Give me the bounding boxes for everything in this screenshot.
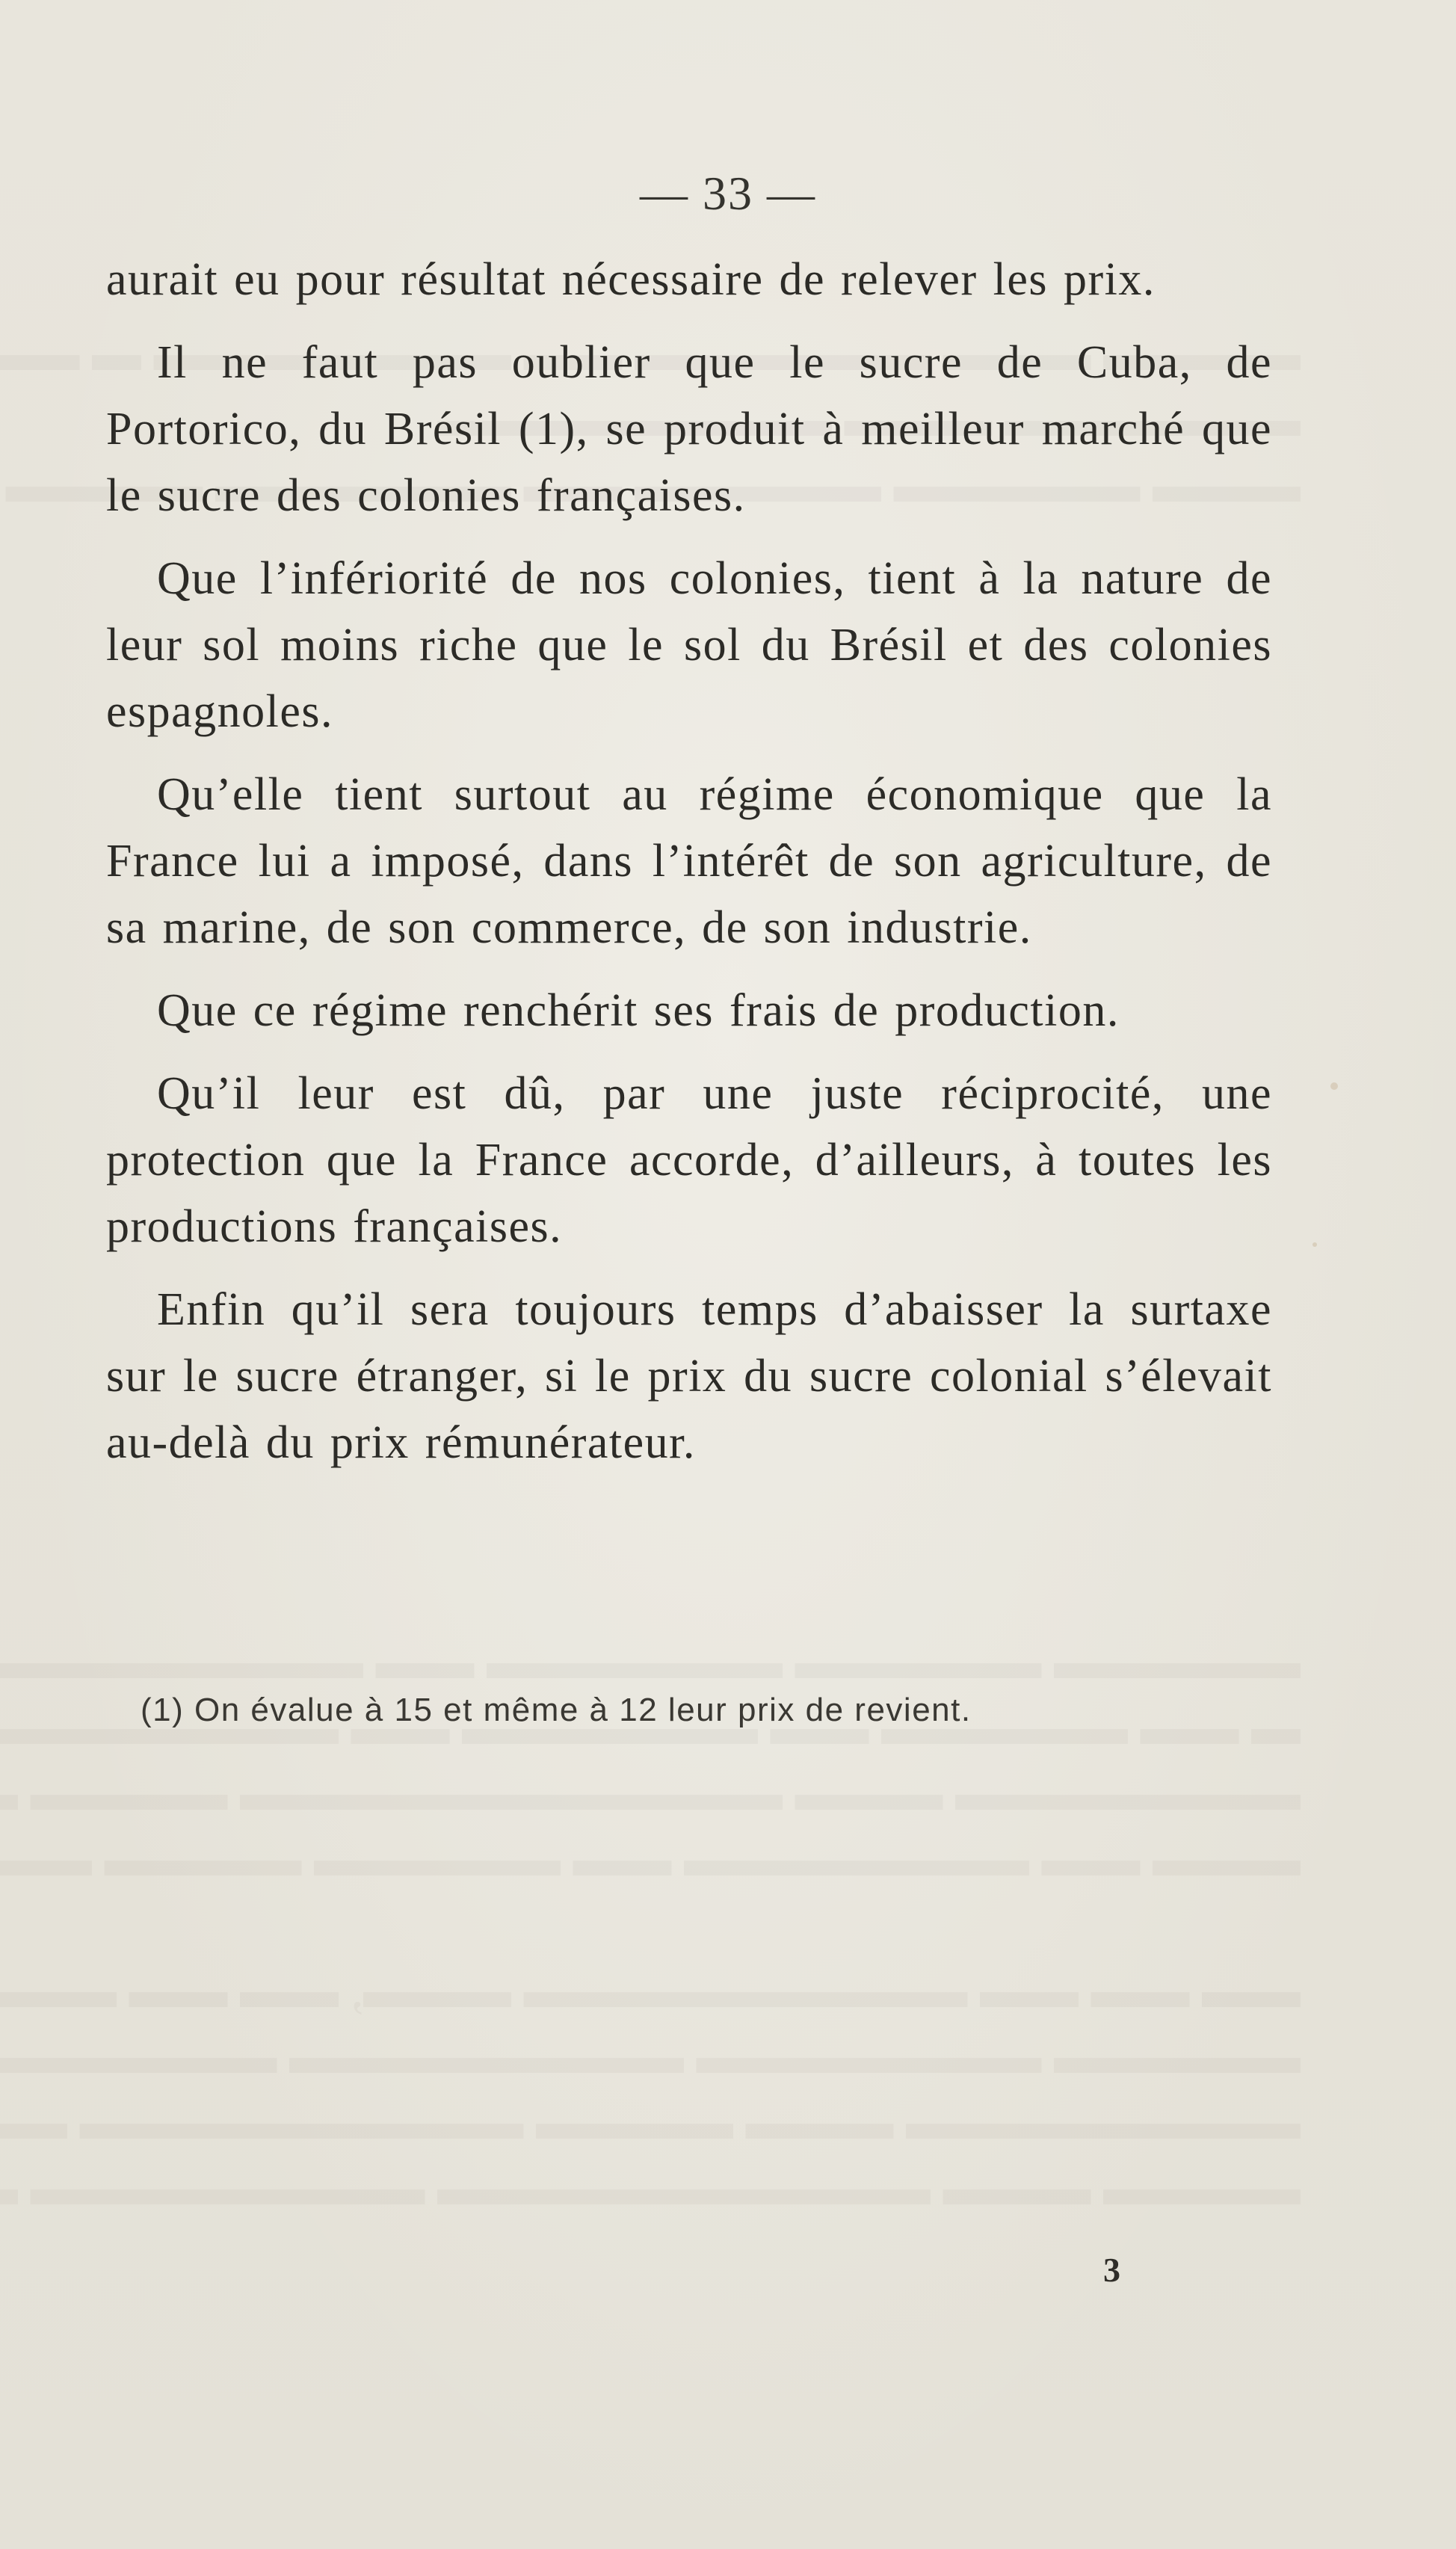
paragraph: Qu’elle tient surtout au régime économique que la France lui a imposé, dans l’intérêt de son agriculture, de sa marine, de son commerce, de son industrie.: [106, 769, 1272, 953]
body-text: [106, 247, 1272, 1493]
footnote: (1) On évalue à 15 et même à 12 leur prix de revient.: [141, 1692, 972, 1728]
paragraph-continuation: aurait eu pour résultat nécessaire de relever les prix.: [106, 254, 1156, 305]
paper-speck: [1312, 1242, 1317, 1247]
paragraph: Que l’infériorité de nos colonies, tient à la nature de leur sol moins riche que le sol du Brésil et des colonies espagnoles.: [106, 553, 1272, 737]
paragraph: Il ne faut pas oublier que le sucre de Cuba, de Portorico, du Brésil (1), se produit à meilleur marché que le sucre des colonies françaises.: [106, 337, 1272, 521]
signature-mark: 3: [1103, 2251, 1120, 2289]
page-number: — 33 —: [640, 167, 816, 220]
paragraph: Qu’il leur est dû, par une juste réciprocité, une protection que la France accorde, d’ailleurs, à toutes les productions françaises.: [106, 1068, 1272, 1252]
paragraph: Enfin qu’il sera toujours temps d’abaisser la surtaxe sur le sucre étranger, si le prix du sucre colonial s’élevait au-delà du prix rémunérateur.: [106, 1284, 1272, 1468]
paper-speck: [1330, 1082, 1338, 1090]
paragraph: Que ce régime renchérit ses frais de production.: [157, 985, 1120, 1036]
